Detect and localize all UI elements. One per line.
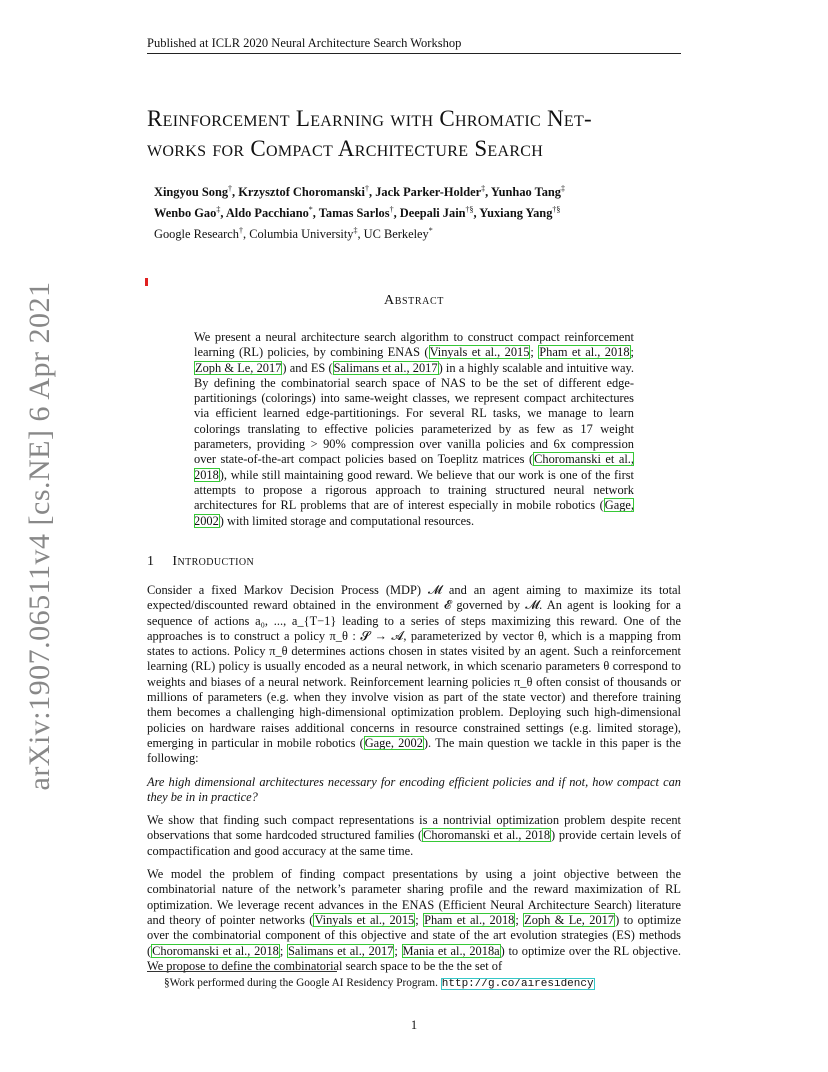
title-line-2: works for Compact Architecture Search <box>147 136 544 161</box>
paragraph-text: Consider a fixed Markov Decision Process (MDP) 𝓜 and an agent aiming to maximize its total expected/discounted reward obtained in the environment 𝓔 governed by 𝓜. An agent is looking for a sequence of actions a₀, ..., a_{T−1} leading to a series of steps maximizing this reward. One of the approaches is to construct a policy π_θ : 𝓢 → 𝓐, parameterized by vector θ, which is a mapping from states to actions. Policy π_θ determines actions chosen in states visited by an agent. Such a reinforcement learning (RL) policy is usually encoded as a neural network, in which scenario parameters θ correspond to weights and biases of a neural network. Reinforcement learning policies π_θ often consist of thousands or millions of parameters (e.g. when they involve vision as part of the state vector) and therefore training them becomes a challenging high-dimensional optimization problem. Deploying such high-dimensional policies on hardware raises additional concerns in resource constrained settings (e.g. limited storage), emerging in particular in mobile robotics ( <box>147 583 681 750</box>
affiliation-mark: † <box>238 226 243 236</box>
citation-link[interactable]: Gage, 2002 <box>194 498 634 528</box>
abstract-text: ) and ES ( <box>282 360 333 375</box>
arxiv-stamp: arXiv:1907.06511v4 [cs.NE] 6 Apr 2021 <box>23 281 56 791</box>
citation-link[interactable]: Salimans et al., 2017 <box>333 360 438 375</box>
page-number: 1 <box>410 1018 418 1032</box>
running-header: Published at ICLR 2020 Neural Architecture Search Workshop <box>147 36 462 50</box>
footnote-text: Work performed during the Google AI Residency Program. <box>169 977 438 989</box>
footnote-mark: § <box>164 977 170 989</box>
author-mark: ‡ <box>216 205 221 215</box>
affiliation: UC Berkeley <box>363 227 429 242</box>
affiliation-mark: * <box>428 226 433 236</box>
citation-link[interactable]: Salimans et al., 2017 <box>288 943 394 958</box>
paper-title <box>147 104 707 164</box>
citation-link[interactable]: Gage, 2002 <box>364 735 423 750</box>
citation-link[interactable]: Zoph & Le, 2017 <box>195 360 282 375</box>
author-mark: †§ <box>465 205 474 215</box>
affiliation: Google Research <box>154 227 239 242</box>
author-mark: † <box>389 205 394 215</box>
author-mark: † <box>365 184 370 193</box>
margin-marker <box>145 278 148 286</box>
abstract-text: ), while still maintaining good reward. We believe that our work is one of the first attempts to propose a rigorous approach to training structured neural network architectures for RL problems that are of interest especially in mobile robotics ( <box>194 467 634 513</box>
section-title: Introduction <box>172 554 255 569</box>
author-name: Tamas Sarlos <box>318 206 390 221</box>
footnote-url-link[interactable]: http://g.co/airesidency <box>441 978 594 990</box>
author-name: Deepali Jain <box>399 206 466 221</box>
research-question: Are high dimensional architectures necessary for encoding efficient policies and if not, how compact can they be in in practice? <box>147 774 681 804</box>
author-block <box>154 180 694 243</box>
citation-link[interactable]: Pham et al., 2018 <box>424 912 515 927</box>
author-mark: †§ <box>552 205 561 215</box>
paragraph: We model the problem of finding compact presentations by using a joint objective between the combinatorial nature of the network’s parameter sharing profile and the reward maximization of RL optimization. We leverage recent advances in the ENAS (Efficient Neural Architecture Search) literature and theory of pointer networks (Vinyals et al., 2015; Pham et al., 2018; Zoph & Le, 2017) to optimize over the combinatorial component of this objective and state of the art evolution strategies (ES) methods (Choromanski et al., 2018; Salimans et al., 2017; Mania et al., 2018a) to optimize over the RL objective. We propose to define the combinatorial search space to be the the set of <box>147 867 681 973</box>
abstract-text: ) in a highly scalable and intuitive way. By defining the combinatorial search space of NAS to be the set of different edge-partitionings (colorings) into same-weight classes, we represent compact architectures via efficient learned edge-partitionings. For several RL tasks, we manage to learn colorings translating to effective policies parameterized by as few as 17 weight parameters, providing > 90% compression over vanilla policies and 6x compression over state-of-the-art compact policies based on Toeplitz matrices ( <box>194 360 634 467</box>
paragraph <box>147 813 681 859</box>
paragraph-text: ). The main question we tackle in this paper is the following: <box>147 735 681 766</box>
paragraph-text: We model the problem of finding compact presentations by using a joint objective between the combinatorial nature of the network’s parameter sharing profile and the reward maximization of RL optimization. We leverage recent advances in the ENAS (Efficient Neural Architecture Search) literature and theory of pointer networks ( <box>147 867 681 927</box>
paragraph <box>147 583 681 767</box>
paragraph-text: ) provide certain levels of compactification and good accuracy at the same time. <box>147 828 681 858</box>
author-mark: † <box>228 184 233 193</box>
citation-link[interactable]: Zoph & Le, 2017 <box>524 912 615 927</box>
arxiv-stamp-column <box>0 0 80 1072</box>
intro-body <box>147 583 681 982</box>
abstract-text: We present a neural architecture search algorithm to construct compact reinforcement learning (RL) policies, by combining ENAS ( <box>194 330 634 360</box>
abstract-text: ) with limited storage and computational resources. <box>219 513 475 528</box>
paragraph-text: ) to optimize over the RL objective. We propose to define the combinatorial search space to be the the set of <box>147 943 681 973</box>
citation-link[interactable]: Pham et al., 2018 <box>539 345 630 360</box>
paragraph-text: We show that finding such compact representations is a nontrivial optimization problem despite recent observations that some hardcoded structured families ( <box>147 813 681 843</box>
title-line-1: Reinforcement Learning with Chromatic Net- <box>147 106 593 131</box>
citation-link[interactable]: Choromanski et al., 2018 <box>152 943 279 958</box>
header-rule <box>147 53 681 54</box>
author-name: Krzysztof Choromanski <box>238 185 366 200</box>
footnote <box>164 977 595 990</box>
affiliations: Google Research†, Columbia University‡, UC Berkeley* <box>154 226 433 242</box>
paragraph-text: ) to optimize over the combinatorial component of this objective and state of the art evolution strategies (ES) methods ( <box>147 912 681 958</box>
abstract-body: We present a neural architecture search algorithm to construct compact reinforcement learning (RL) policies, by combining ENAS (Vinyals et al., 2015; Pham et al., 2018; Zoph & Le, 2017) and ES (Salimans et al., 2017) in a highly scalable and intuitive way. By defining the combinatorial search space of NAS to be the set of different edge-partitionings (colorings) into same-weight classes, we represent compact architectures via efficient learned edge-partitionings. For several RL tasks, we manage to learn colorings translating to effective policies parameterized by as few as 17 weight parameters, providing > 90% compression over vanilla policies and 6x compression over state-of-the-art compact policies based on Toeplitz matrices (Choromanski et al., 2018), while still maintaining good reward. We believe that our work is one of the first attempts to propose a rigorous approach to training structured neural network architectures for RL problems that are of interest especially in mobile robotics (Gage, 2002) with limited storage and computational resources. <box>194 330 634 528</box>
author-name: Wenbo Gao <box>154 206 217 221</box>
affiliation-mark: ‡ <box>353 226 358 236</box>
author-mark: * <box>308 205 313 215</box>
author-mark: ‡ <box>481 184 486 193</box>
author-mark: ‡ <box>561 184 565 193</box>
author-name: Yunhao Tang <box>490 185 561 200</box>
citation-link[interactable]: Vinyals et al., 2015 <box>314 912 415 927</box>
author-name: Xingyou Song <box>154 185 229 200</box>
author-line-2: Wenbo Gao‡, Aldo Pacchiano*, Tamas Sarlos†, Deepali Jain†§, Yuxiang Yang†§ <box>154 205 561 221</box>
author-name: Aldo Pacchiano <box>225 206 309 221</box>
author-line-1: Xingyou Song†, Krzysztof Choromanski†, Jack Parker-Holder‡, Yunhao Tang‡ <box>154 184 565 200</box>
affiliation: Columbia University <box>249 227 354 242</box>
abstract-heading: Abstract <box>384 293 444 308</box>
section-number: 1 <box>147 554 155 569</box>
footnote-rule <box>147 971 337 972</box>
citation-link[interactable]: Vinyals et al., 2015 <box>429 345 530 360</box>
section-heading <box>147 554 254 570</box>
citation-link[interactable]: Choromanski et al., 2018 <box>423 828 551 843</box>
citation-link[interactable]: Choromanski et al., 2018 <box>194 452 634 482</box>
author-name: Yuxiang Yang <box>479 206 553 221</box>
citation-link[interactable]: Mania et al., 2018a <box>402 943 500 958</box>
author-name: Jack Parker-Holder <box>375 185 482 200</box>
